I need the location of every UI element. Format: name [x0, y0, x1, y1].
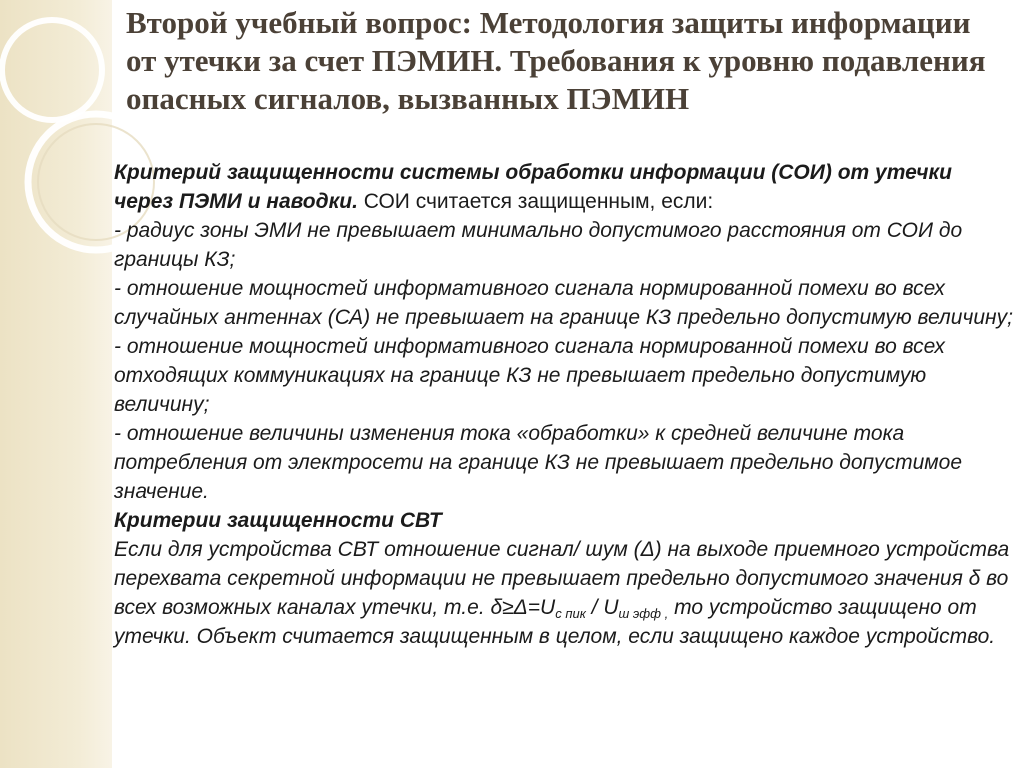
svt-text-part: то устройство защищено от утечки. Объект считается защищенным в целом, если защищено каждое устройство.	[114, 596, 996, 648]
soi-criterion-paragraph	[114, 158, 1014, 216]
criterion-item: - радиус зоны ЭМИ не превышает минимально допустимого расстояния от СОИ до границы КЗ;	[114, 219, 963, 271]
svt-text-part: / U	[585, 596, 619, 619]
svt-subscript: ш эфф ,	[618, 606, 669, 621]
svt-criteria-text	[114, 535, 1014, 651]
criterion-item: - отношение величины изменения тока «обработки» к средней величине тока потребления от электросети на границе КЗ не превышает предельно допустимое значение.	[114, 422, 963, 503]
svt-criteria-heading: Критерии защищенности СВТ	[114, 509, 442, 532]
soi-criterion-intro: СОИ считается защищенным, если:	[357, 190, 714, 213]
criterion-item: - отношение мощностей информативного сигнала нормированной помехи во всех отходящих коммуникациях на границе КЗ не превышает предельно допустимую величину;	[114, 335, 945, 416]
svt-subscript: с пик	[555, 606, 586, 621]
slide-body	[114, 158, 1014, 651]
criterion-item: - отношение мощностей информативного сигнала нормированной помехи во всех случайных антеннах (СА) не превышает на границе КЗ предельно допустимую величину;	[114, 277, 1013, 329]
slide-title: Второй учебный вопрос: Методология защиты информации от утечки за счет ПЭМИН. Требования к уровню подавления опасных сигналов, вызванных ПЭМИН	[126, 5, 986, 116]
soi-criterion-heading: Критерий защищенности системы обработки информации (СОИ) от утечки через ПЭМИ и наводки.	[114, 161, 952, 213]
svt-text-part: Если для устройства СВТ отношение сигнал/ шум (Δ) на выходе приемного устройства перехвата секретной информации не превышает предельно допустимого значения δ во всех возможных каналах утечки, т.е. δ≥Δ=U	[114, 538, 1010, 619]
